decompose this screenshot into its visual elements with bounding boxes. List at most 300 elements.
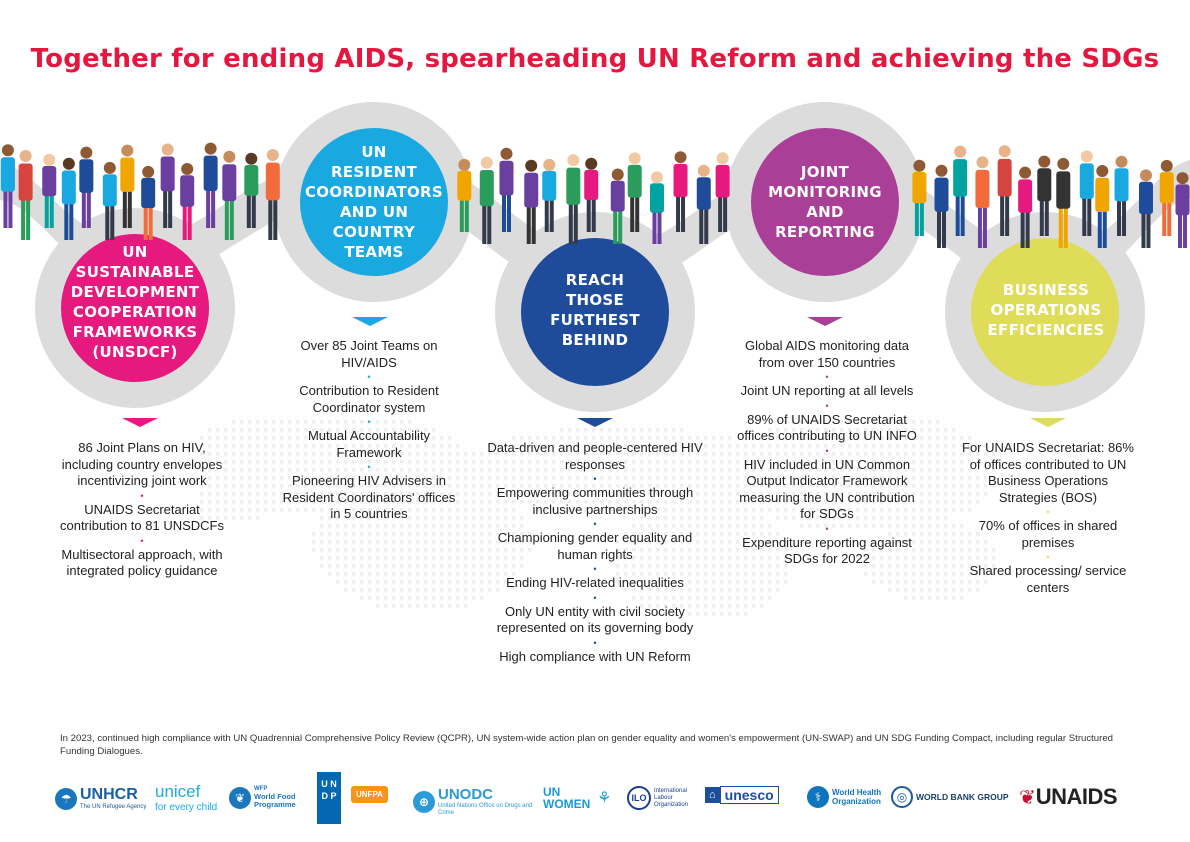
person-torso [628, 165, 642, 198]
person-torso [499, 161, 513, 196]
map-dot [336, 564, 340, 568]
map-dot [656, 428, 660, 432]
pointer-triangle [122, 418, 158, 427]
map-dot [456, 564, 460, 568]
map-dot [472, 452, 476, 456]
map-dot [376, 596, 380, 600]
map-dot [608, 436, 612, 440]
map-dot [224, 428, 228, 432]
map-dot [424, 564, 428, 568]
map-dot [256, 420, 260, 424]
map-dot [872, 580, 876, 584]
map-dot [920, 580, 924, 584]
person-torso [611, 181, 625, 212]
map-dot [464, 476, 468, 480]
map-dot [760, 596, 764, 600]
map-dot [416, 604, 420, 608]
person-leg [460, 198, 464, 232]
person-torso [1018, 179, 1032, 212]
person-torso [584, 170, 598, 200]
map-dot [352, 556, 356, 560]
map-dot [264, 428, 268, 432]
map-dot [728, 612, 732, 616]
map-dot [952, 508, 956, 512]
map-dot [424, 548, 428, 552]
map-dot [920, 444, 924, 448]
map-dot [368, 588, 372, 592]
map-dot [360, 556, 364, 560]
pillar-item: Expenditure reporting against SDGs for 2022 [742, 534, 912, 566]
map-dot [264, 444, 268, 448]
map-dot [728, 484, 732, 488]
pillar-label-line: BEHIND [561, 331, 629, 349]
person-head [698, 165, 710, 177]
map-dot [928, 524, 932, 528]
map-dot [368, 572, 372, 576]
map-dot [392, 572, 396, 576]
map-dot [432, 540, 436, 544]
person-leg [502, 193, 506, 232]
map-dot [944, 468, 948, 472]
map-dot [328, 532, 332, 536]
separator-dot-icon: • [825, 445, 829, 456]
map-dot [328, 524, 332, 528]
person-leg [1141, 212, 1145, 248]
person-leg [681, 195, 685, 232]
map-dot [712, 492, 716, 496]
person-head [2, 144, 14, 156]
map-dot [240, 476, 244, 480]
map-dot [472, 460, 476, 464]
map-dot [264, 492, 268, 496]
person-head [543, 159, 555, 171]
pillar-item: High compliance with UN Reform [499, 648, 691, 664]
map-dot [912, 588, 916, 592]
map-dot [400, 604, 404, 608]
map-dot [424, 524, 428, 528]
map-dot [232, 436, 236, 440]
map-dot [400, 596, 404, 600]
person-leg [1005, 194, 1009, 236]
map-dot [432, 588, 436, 592]
map-dot [928, 540, 932, 544]
map-dot [424, 580, 428, 584]
map-dot [936, 508, 940, 512]
map-dot [880, 580, 884, 584]
map-dot [720, 492, 724, 496]
person-torso [42, 166, 56, 196]
map-dot [480, 540, 484, 544]
map-dot [392, 524, 396, 528]
map-dot [736, 612, 740, 616]
map-dot [936, 476, 940, 480]
pillar-item: Shared processing/ service centers [969, 563, 1127, 595]
person-torso [524, 173, 538, 208]
map-dot [368, 548, 372, 552]
map-dot [920, 532, 924, 536]
map-dot [336, 556, 340, 560]
map-dot [360, 588, 364, 592]
map-dot [480, 500, 484, 504]
map-dot [952, 444, 956, 448]
map-dot [344, 580, 348, 584]
map-dot [944, 588, 948, 592]
map-dot [344, 524, 348, 528]
person-head [612, 169, 624, 181]
map-dot [344, 556, 348, 560]
person-torso [161, 156, 175, 191]
map-dot [712, 564, 716, 568]
person-leg [1000, 194, 1004, 236]
separator-dot-icon: • [140, 490, 144, 501]
person-leg [723, 195, 727, 232]
map-dot [688, 436, 692, 440]
map-dot [552, 436, 556, 440]
map-dot [480, 484, 484, 488]
map-dot [512, 436, 516, 440]
person-head [999, 145, 1011, 157]
person-head [1116, 156, 1128, 168]
map-dot [232, 500, 236, 504]
map-dot [928, 572, 932, 576]
map-dot [920, 500, 924, 504]
person-torso [1176, 184, 1190, 215]
map-dot [920, 540, 924, 544]
pillar-item: 86 Joint Plans on HIV, including country envelopes incentivizing joint work [61, 440, 223, 488]
map-dot [736, 572, 740, 576]
map-dot [424, 532, 428, 536]
map-dot [408, 588, 412, 592]
map-dot [336, 580, 340, 584]
person-leg [128, 189, 132, 228]
map-dot [256, 436, 260, 440]
map-dot [272, 468, 276, 472]
map-dot [376, 564, 380, 568]
map-dot [272, 500, 276, 504]
map-dot [712, 452, 716, 456]
person-head [500, 148, 512, 160]
map-dot [936, 588, 940, 592]
map-dot [744, 612, 748, 616]
map-dot [208, 428, 212, 432]
person-head [1081, 150, 1093, 162]
map-dot [728, 436, 732, 440]
map-dot [368, 540, 372, 544]
person-leg [211, 188, 215, 228]
map-dot [760, 572, 764, 576]
map-dot [928, 508, 932, 512]
map-dot [952, 428, 956, 432]
map-dot [440, 532, 444, 536]
map-dot [656, 436, 660, 440]
separator-dot-icon: • [825, 523, 829, 534]
map-dot [936, 556, 940, 560]
pillar-item: Only UN entity with civil society represented on its governing body [496, 603, 694, 635]
map-dot [432, 548, 436, 552]
map-dot [720, 524, 724, 528]
map-dot [360, 580, 364, 584]
map-dot [560, 436, 564, 440]
map-dot [472, 468, 476, 472]
person-leg [82, 190, 86, 228]
map-dot [408, 556, 412, 560]
map-dot [936, 516, 940, 520]
map-dot [744, 572, 748, 576]
map-dot [360, 548, 364, 552]
map-dot [720, 436, 724, 440]
map-dot [472, 516, 476, 520]
map-dot [760, 580, 764, 584]
person-leg [206, 188, 210, 228]
map-dot [920, 572, 924, 576]
map-dot [320, 540, 324, 544]
map-dot [264, 468, 268, 472]
person-leg [915, 201, 919, 236]
separator-dot-icon: • [1046, 552, 1050, 562]
map-dot [456, 604, 460, 608]
map-dot [208, 436, 212, 440]
map-dot [320, 532, 324, 536]
map-dot [944, 436, 948, 440]
map-dot [248, 460, 252, 464]
person-leg [978, 205, 982, 248]
map-dot [680, 428, 684, 432]
person-torso [650, 183, 664, 213]
map-dot [432, 596, 436, 600]
map-dot [736, 604, 740, 608]
person-leg [652, 211, 656, 244]
map-dot [416, 540, 420, 544]
map-dot [400, 572, 404, 576]
pillar-item: HIV included in UN Common Output Indicator Framework measuring the UN contribution for SDGs [739, 456, 915, 521]
person-head [205, 143, 217, 155]
map-dot [952, 564, 956, 568]
map-dot [408, 564, 412, 568]
map-dot [344, 588, 348, 592]
pointer-triangle [1030, 418, 1066, 427]
map-dot [456, 596, 460, 600]
map-dot [712, 612, 716, 616]
map-dot [936, 492, 940, 496]
pillar-furthest-behind-items [484, 440, 706, 665]
map-dot [952, 556, 956, 560]
map-dot [480, 564, 484, 568]
map-dot [936, 580, 940, 584]
pillar-furthest-behind-label [527, 245, 663, 375]
map-dot [456, 540, 460, 544]
map-dot [456, 556, 460, 560]
map-dot [240, 516, 244, 520]
pillar-joint-monitoring-items [734, 338, 920, 568]
person-head [1140, 169, 1152, 181]
person-torso [120, 157, 134, 191]
map-dot [256, 476, 260, 480]
person-head [1057, 158, 1069, 170]
map-dot [256, 428, 260, 432]
map-dot [712, 588, 716, 592]
map-dot [392, 564, 396, 568]
map-dot [952, 524, 956, 528]
person-head [717, 152, 729, 164]
map-dot [368, 532, 372, 536]
map-dot [416, 532, 420, 536]
person-leg [21, 198, 25, 240]
person-torso [244, 165, 258, 196]
map-dot [392, 588, 396, 592]
map-dot [728, 492, 732, 496]
map-dot [344, 548, 348, 552]
map-dot [928, 500, 932, 504]
map-dot [952, 572, 956, 576]
map-dot [728, 516, 732, 520]
person-leg [1082, 196, 1086, 236]
map-dot [864, 572, 868, 576]
map-dot [480, 588, 484, 592]
pillar-item: Championing gender equality and human rights [497, 530, 693, 562]
map-dot [256, 484, 260, 488]
map-dot [376, 548, 380, 552]
map-dot [928, 468, 932, 472]
map-dot [464, 596, 468, 600]
pillar-label-line: AND [806, 203, 844, 221]
person-leg [676, 195, 680, 232]
pillar-item: Global AIDS monitoring data from over 150 countries [744, 338, 910, 370]
map-dot [264, 476, 268, 480]
person-head [142, 166, 154, 178]
map-dot [360, 572, 364, 576]
pillar-label-line: UN [361, 143, 387, 161]
map-dot [904, 572, 908, 576]
map-dot [944, 476, 948, 480]
map-dot [728, 452, 732, 456]
map-dot [744, 588, 748, 592]
map-dot [424, 588, 428, 592]
map-dot [384, 540, 388, 544]
map-dot [400, 588, 404, 592]
pillar-item: Over 85 Joint Teams on HIV/AIDS [300, 338, 438, 370]
map-dot [336, 548, 340, 552]
map-dot [464, 572, 468, 576]
map-dot [392, 556, 396, 560]
map-dot [376, 604, 380, 608]
map-dot [416, 524, 420, 528]
person-torso [934, 178, 948, 212]
map-dot [464, 588, 468, 592]
pillar-label-line: OPERATIONS [990, 301, 1102, 319]
map-dot [368, 556, 372, 560]
map-dot [248, 428, 252, 432]
map-dot [368, 580, 372, 584]
map-dot [352, 572, 356, 576]
person-leg [64, 202, 68, 240]
pillar-label-line: JOINT [800, 163, 850, 181]
map-dot [720, 484, 724, 488]
map-dot [328, 548, 332, 552]
map-dot [376, 588, 380, 592]
map-dot [704, 436, 708, 440]
map-dot [936, 484, 940, 488]
person-leg [1178, 213, 1182, 248]
map-dot [376, 540, 380, 544]
map-dot [416, 564, 420, 568]
map-dot [712, 484, 716, 488]
person-leg [920, 201, 924, 236]
map-dot [416, 580, 420, 584]
unwomen-logo: UN WOMEN ⚘ [543, 785, 612, 811]
person-head [245, 153, 257, 165]
map-dot [648, 428, 652, 432]
separator-dot-icon: • [140, 535, 144, 546]
map-dot [928, 548, 932, 552]
map-dot [712, 548, 716, 552]
map-dot [392, 596, 396, 600]
person-head [1161, 160, 1173, 172]
map-dot [784, 580, 788, 584]
map-dot [432, 524, 436, 528]
pillar-business-operations-items [962, 440, 1134, 596]
map-dot [936, 532, 940, 536]
person-leg [45, 194, 49, 228]
map-dot [408, 580, 412, 584]
person-torso [19, 163, 33, 200]
map-dot [232, 420, 236, 424]
person-leg [942, 209, 946, 248]
person-leg [956, 194, 960, 236]
map-dot [248, 508, 252, 512]
map-dot [384, 572, 388, 576]
separator-dot-icon: • [593, 474, 597, 484]
person-leg [718, 195, 722, 232]
person-leg [1021, 210, 1025, 248]
map-dot [720, 476, 724, 480]
person-leg [1087, 196, 1091, 236]
map-dot [768, 596, 772, 600]
map-dot [928, 460, 932, 464]
map-dot [336, 524, 340, 528]
pillar-item: 70% of offices in shared premises [978, 518, 1118, 550]
map-dot [264, 420, 268, 424]
map-dot [720, 588, 724, 592]
map-dot [768, 588, 772, 592]
map-dot [320, 548, 324, 552]
map-dot [480, 596, 484, 600]
person-head [1019, 167, 1031, 179]
map-dot [936, 436, 940, 440]
map-dot [752, 572, 756, 576]
map-dot [480, 460, 484, 464]
map-dot [360, 564, 364, 568]
map-dot [896, 572, 900, 576]
person-leg [3, 189, 7, 228]
map-dot [920, 452, 924, 456]
map-dot [240, 492, 244, 496]
map-dot [928, 436, 932, 440]
map-dot [400, 548, 404, 552]
map-dot [448, 572, 452, 576]
map-dot [376, 556, 380, 560]
person-torso [716, 165, 730, 198]
map-dot [520, 436, 524, 440]
map-dot [440, 556, 444, 560]
map-dot [400, 564, 404, 568]
map-dot [256, 516, 260, 520]
person-torso [975, 170, 989, 208]
separator-dot-icon: • [593, 564, 597, 574]
map-dot [944, 532, 948, 536]
map-dot [872, 572, 876, 576]
map-dot [888, 572, 892, 576]
map-dot [776, 572, 780, 576]
